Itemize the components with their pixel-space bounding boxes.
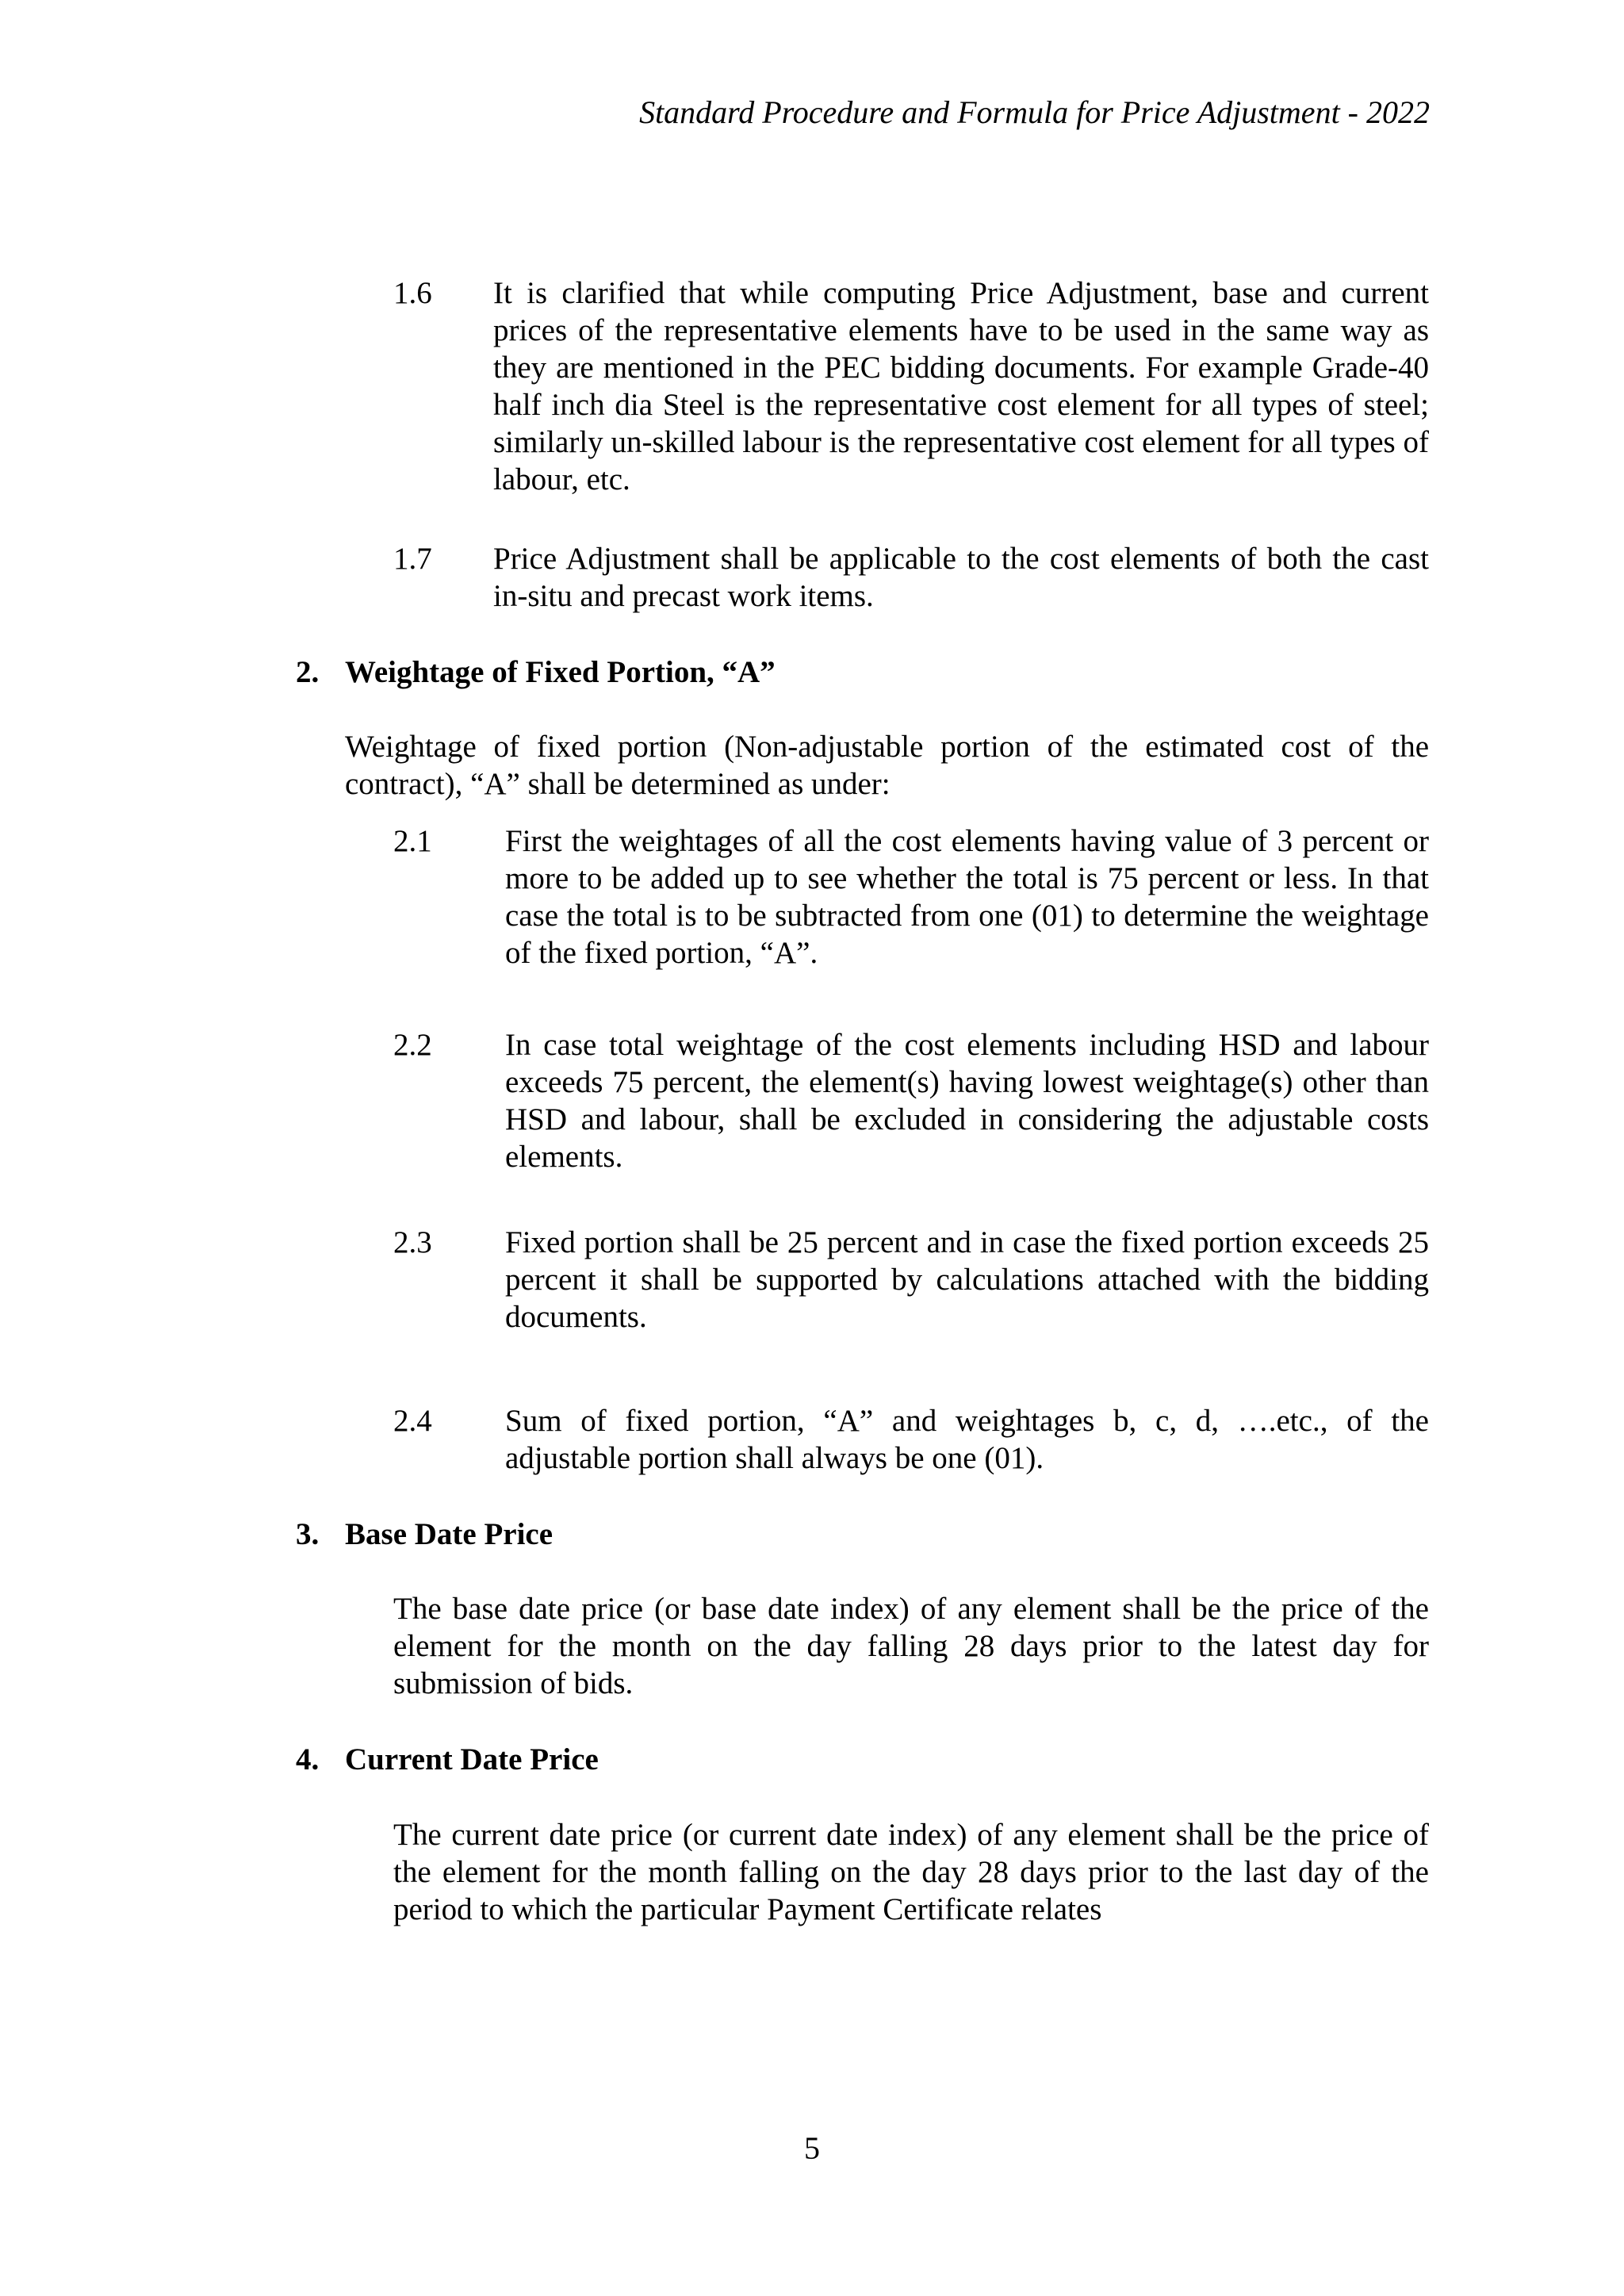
clause-number: 2.4 bbox=[393, 1404, 432, 1438]
clause-number: 1.7 bbox=[393, 542, 432, 576]
clause-number: 1.6 bbox=[393, 276, 432, 310]
clause-text: Fixed portion shall be 25 percent and in case the fixed portion exceeds 25 percent it shall be supported by calculations attached with the bidding documents. bbox=[505, 1225, 1429, 1334]
section-number: 3. bbox=[296, 1517, 320, 1551]
clause-text: Sum of fixed portion, “A” and weightages b, c, d, ….etc., of the adjustable portion shall always be one (01). bbox=[505, 1404, 1429, 1475]
clause-text: First the weightages of all the cost elements having value of 3 percent or more to be added up to see whether the total is 75 percent or less. In that case the total is to be subtracted from one (01) to determine the weightage of the fixed portion, “A”. bbox=[505, 824, 1429, 970]
section-title: Weightage of Fixed Portion, “A” bbox=[345, 655, 776, 689]
clause-text: In case total weightage of the cost elements including HSD and labour exceeds 75 percent, the element(s) having lowest weightage(s) other than HSD and labour, shall be excluded in considering the adjustable costs elements. bbox=[505, 1028, 1429, 1174]
section-title: Base Date Price bbox=[345, 1517, 553, 1551]
clause-number: 2.3 bbox=[393, 1225, 432, 1259]
running-header: Standard Procedure and Formula for Price Adjustment - 2022 bbox=[639, 94, 1430, 130]
clause-text: Price Adjustment shall be applicable to the cost elements of both the cast in-situ and precast work items. bbox=[493, 542, 1429, 613]
section-title: Current Date Price bbox=[345, 1742, 599, 1777]
section-number: 4. bbox=[296, 1742, 320, 1777]
section-body: The base date price (or base date index) of any element shall be the price of the element for the month on the day falling 28 days prior to the latest day for submission of bids. bbox=[393, 1592, 1429, 1700]
section-number: 2. bbox=[296, 655, 320, 689]
section-intro: Weightage of fixed portion (Non-adjustable portion of the estimated cost of the contract), “A” shall be determined as under: bbox=[345, 730, 1429, 801]
clause-number: 2.1 bbox=[393, 824, 432, 858]
clause-text: It is clarified that while computing Price Adjustment, base and current prices of the representative elements have to be used in the same way as they are mentioned in the PEC bidding documents. For example Grade-40 half inch dia Steel is the representative cost element for all types of steel; similarly un-skilled labour is the representative cost element for all types of labour, etc. bbox=[493, 276, 1429, 496]
clause-number: 2.2 bbox=[393, 1028, 432, 1062]
section-body: The current date price (or current date index) of any element shall be the price of the element for the month falling on the day 28 days prior to the last day of the period to which the particular Payment Certificate relates bbox=[393, 1818, 1429, 1926]
page-number: 5 bbox=[804, 2130, 820, 2166]
